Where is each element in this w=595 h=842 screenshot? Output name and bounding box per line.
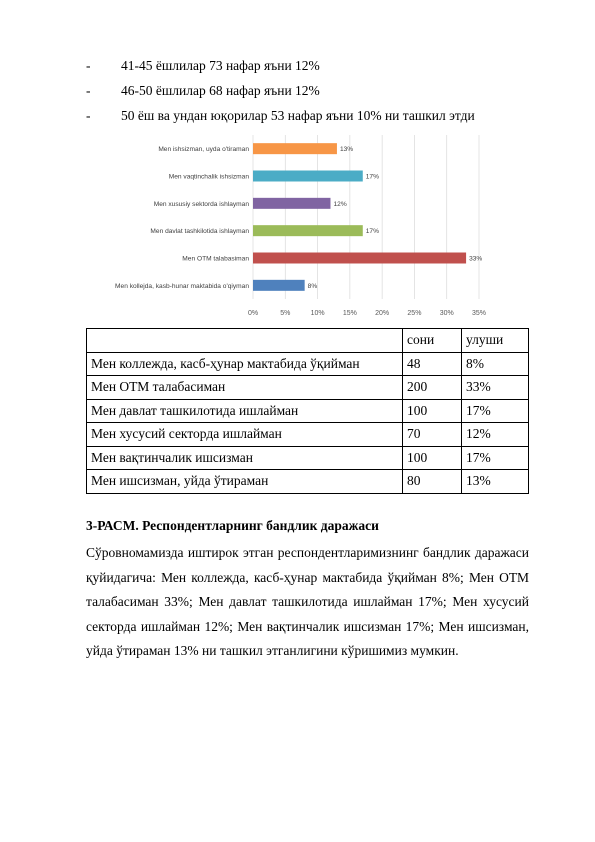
x-tick-label: 20% — [375, 310, 390, 317]
table-cell-count: 200 — [403, 376, 462, 400]
bullet-item — [86, 103, 546, 128]
table-cell-count: 70 — [403, 423, 462, 447]
bar — [253, 280, 305, 291]
table-header-count: сони — [403, 329, 462, 353]
table-cell-label: Мен ОТМ талабасиман — [87, 376, 403, 400]
category-label: Men davlat tashkilotida ishlayman — [150, 228, 249, 236]
x-tick-label: 25% — [407, 310, 422, 317]
data-label: 12% — [333, 200, 347, 208]
bullet-list — [86, 53, 546, 128]
x-tick-label: 0% — [247, 310, 259, 317]
data-label: 17% — [365, 173, 379, 181]
bar — [253, 253, 466, 264]
table-cell-count: 48 — [403, 352, 462, 376]
table-cell-label: Мен ишсизман, уйда ўтираман — [87, 470, 403, 494]
table-cell-share: 33% — [462, 376, 529, 400]
data-label: 13% — [339, 146, 354, 154]
bullet-text: 50 ёш ва ундан юқорилар 53 нафар яъни 10% ни ташкил этди — [121, 107, 475, 123]
table-row — [87, 399, 529, 423]
table-row — [87, 446, 529, 470]
x-tick-label: 30% — [439, 310, 454, 317]
data-label: 33% — [469, 255, 483, 263]
category-label: Men vaqtinchalik ishsizman — [168, 173, 249, 181]
figure-caption: 3-РАСМ. Респондентларнинг бандлик даражаси — [86, 518, 379, 533]
table-cell-count: 80 — [403, 470, 462, 494]
table-header-row — [87, 329, 529, 353]
body-paragraph: Сўровномамизда иштирок этган респондентларимизнинг бандлик даражаси қуйидагича: Мен коллежда, касб-ҳунар мактабида ўқийман 8%; Мен ОТМ талабасиман 33%; Мен давлат ташкилотида ишлайман 17%; Мен хусусий секторда ишлайман 12%; Мен вақтинчалик ишсизман 17%; Мен ишсизман, уйда ўтираман 13% ни ташкил этганлигини кўришимиз мумкин. — [86, 545, 529, 658]
table-row — [87, 352, 529, 376]
category-label: Men xususiy sektorda ishlayman — [153, 200, 249, 208]
table-row — [87, 470, 529, 494]
bullet-dash: - — [86, 82, 91, 98]
table-cell-count: 100 — [403, 446, 462, 470]
data-label: 17% — [365, 228, 379, 236]
table-cell-share: 12% — [462, 423, 529, 447]
bullet-item — [86, 78, 546, 103]
x-tick-label: 5% — [280, 310, 291, 317]
table-header-cell — [87, 329, 403, 353]
table-cell-share: 13% — [462, 470, 529, 494]
table-cell-label: Мен давлат ташкилотида ишлайман — [87, 399, 403, 423]
table-cell-share: 17% — [462, 399, 529, 423]
table-row — [87, 376, 529, 400]
data-label: 8% — [307, 282, 318, 290]
category-label: Men kollejda, kasb-hunar maktabida o'qiyman — [115, 282, 249, 290]
employment-table — [86, 328, 529, 494]
bar — [253, 225, 363, 236]
chart-svg — [86, 127, 496, 323]
table-row — [87, 423, 529, 447]
x-tick-label: 15% — [342, 310, 357, 317]
bullet-dash: - — [86, 57, 91, 73]
category-label: Men ishsizman, uyda o'tiraman — [158, 146, 249, 154]
x-tick-label: 10% — [310, 310, 325, 317]
chart-background — [86, 127, 496, 323]
table-cell-label: Мен коллежда, касб-ҳунар мактабида ўқийман — [87, 352, 403, 376]
table-cell-share: 17% — [462, 446, 529, 470]
table-header-share: улуши — [462, 329, 529, 353]
employment-bar-chart — [86, 127, 496, 323]
table-cell-count: 100 — [403, 399, 462, 423]
x-tick-label: 35% — [471, 310, 487, 317]
table-cell-label: Мен вақтинчалик ишсизман — [87, 446, 403, 470]
bullet-dash: - — [86, 107, 91, 123]
bullet-item — [86, 53, 546, 78]
bar — [253, 143, 337, 154]
bar — [253, 198, 330, 209]
bullet-text: 41-45 ёшлилар 73 нафар яъни 12% — [121, 57, 320, 73]
bar — [253, 171, 363, 182]
category-label: Men OTM talabasiman — [182, 255, 249, 263]
table-cell-share: 8% — [462, 352, 529, 376]
table-cell-label: Мен хусусий секторда ишлайман — [87, 423, 403, 447]
bullet-text: 46-50 ёшлилар 68 нафар яъни 12% — [121, 82, 320, 98]
